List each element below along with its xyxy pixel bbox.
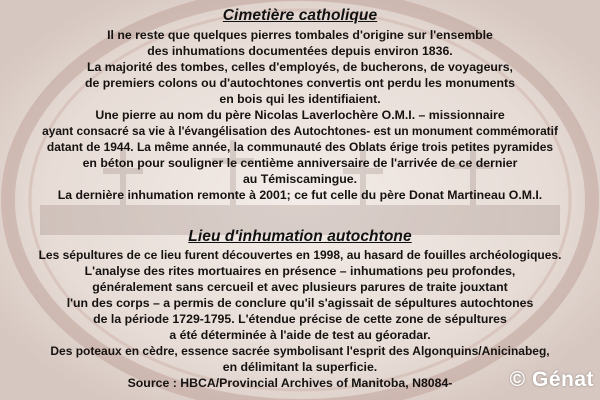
paragraph-line: des inhumations documentées depuis environ 1836. xyxy=(147,44,453,58)
paragraph-line: ayant consacré sa vie à l'évangélisation des Autochtones- est un monument commémoratif xyxy=(42,124,558,138)
paragraph-line: Il ne reste que quelques pierres tombales d'origine sur l'ensemble xyxy=(107,28,493,42)
paragraph-line: a été déterminée à l'aide de test au géoradar. xyxy=(169,328,431,342)
paragraph-line: en délimitant la superficie. xyxy=(222,360,378,374)
paragraph-line: La majorité des tombes, celles d'employés, de bucherons, de voyageurs, xyxy=(87,60,513,74)
paragraph-line: L'analyse des rites mortuaires en présence – inhumations peu profondes, xyxy=(84,264,516,278)
paragraph-line: Une pierre au nom du père Nicolas Laverlochère O.M.I. – missionnaire xyxy=(95,108,505,122)
paragraph-line: datant de 1944. La même année, la communauté des Oblats érige trois petites pyramides xyxy=(46,140,554,154)
paragraph-line: Les sépultures de ce lieu furent découvertes en 1998, au hasard de fouilles archéologiques. xyxy=(38,248,562,262)
paragraph-line: en bois qui les identifiaient. xyxy=(219,92,381,106)
paragraph-line: généralement sans cercueil et avec plusieurs parures de traite jouxtant xyxy=(92,280,508,294)
paragraph-line: de la période 1729-1795. L'étendue précise de cette zone de sépultures xyxy=(93,312,507,326)
section-title-catholic-cemetery: Cimetière catholique xyxy=(222,7,378,24)
section-indigenous-burial-site xyxy=(0,228,600,391)
section-title-indigenous-burial-site: Lieu d'inhumation autochtone xyxy=(188,228,412,245)
paragraph-line: au Témiscamingue. xyxy=(242,172,358,186)
source-credit: Source : HBCA/Provincial Archives of Manitoba, N8084- xyxy=(127,376,453,390)
paragraph-line: l'un des corps – a permis de conclure qu'il s'agissait de sépultures autochtones xyxy=(66,296,534,310)
section-catholic-cemetery xyxy=(0,7,600,203)
section-body-catholic-cemetery xyxy=(0,27,600,203)
paragraph-line: La dernière inhumation remonte à 2001; ce fut celle du père Donat Martineau O.M.I. xyxy=(57,188,543,202)
photographer-watermark: © Génat xyxy=(509,368,594,391)
paragraph-line: en béton pour souligner le centième anniversaire de l'arrivée de ce dernier xyxy=(82,156,518,170)
paragraph-line: Des poteaux en cèdre, essence sacrée symbolisant l'esprit des Algonquins/Anicinabeg, xyxy=(50,344,550,358)
paragraph-line: de premiers colons ou d'autochtones convertis ont perdu les monuments xyxy=(85,76,515,90)
